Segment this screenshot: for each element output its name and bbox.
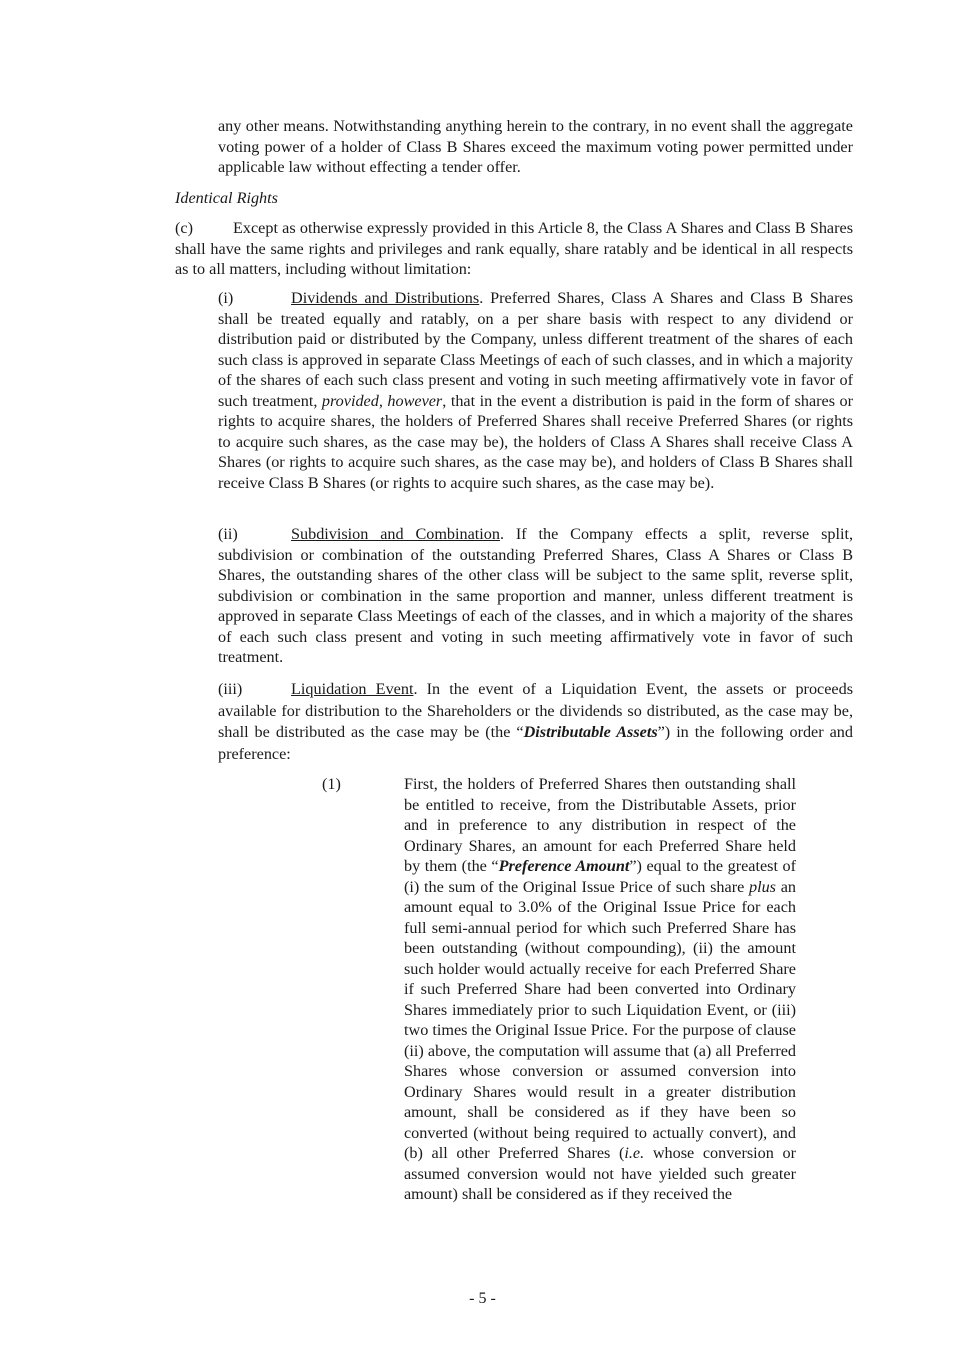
- page-number: - 5 -: [469, 1290, 496, 1307]
- clause-iii-title: Liquidation Event: [291, 680, 414, 698]
- clause-i-label: (i): [218, 289, 234, 307]
- clause-i-title: Dividends and Distributions: [291, 289, 480, 307]
- paragraph-c-text: Except as otherwise expressly provided in this Article 8, the Class A Shares and Class B Shares shall have the same rights and privileges and rank equally, share ratably and be identical in all respects as to all matters, including without limitation:: [175, 219, 853, 278]
- continuation-paragraph: any other means. Notwithstanding anything herein to the contrary, in no event shall the aggregate voting power of a holder of Class B Shares exceed the maximum voting power permitted under applicable law without effecting a tender offer.: [218, 117, 853, 176]
- subclause-1-label: (1): [322, 775, 341, 793]
- clause-ii-label: (ii): [218, 525, 238, 543]
- paragraph-c-label: (c): [175, 219, 193, 237]
- subclause-1: First, the holders of Preferred Shares then outstanding shall be entitled to receive, from the Distributable Assets, prior and in preference to any distribution in respect of the Ordinary Shares, an amount for each Preferred Share held by them (the “Preference Amount”) equal to the greatest of (i) the sum of the Original Issue Price of such share plus an amount equal to 3.0% of the Original Issue Price for each full semi-annual period for which such Preferred Share has been outstanding (without compounding), (ii) the amount such holder would actually receive for each Preferred Share if such Preferred Share had been converted into Ordinary Shares immediately prior to such Liquidation Event, or (iii) two times the Original Issue Price. For the purpose of clause (ii) above, the computation will assume that (a) all Preferred Shares whose conversion or assumed conversion into Ordinary Shares would result in a greater distribution amount, shall be considered as if they have been so converted (without being required to actually convert), and (b) all other Preferred Shares (i.e. whose conversion or assumed conversion would not have yielded such greater amount) shall be considered as if they received the: [404, 775, 797, 1203]
- clause-ii-title: Subdivision and Combination: [291, 525, 500, 543]
- clause-i: (i) Dividends and Distributions. Preferred Shares, Class A Shares and Class B Shares shall be treated equally and ratably, on a per share basis with respect to any dividend or distribution paid or distributed by the Company, unless different treatment of the shares of each such class is approved in separate Class Meetings of each of such classes, and in which a majority of the shares of each such class present and voting in such meeting affirmatively vote in favor of such treatment, provided, however, that in the event a distribution is paid in the form of shares or rights to acquire shares, the holders of Preferred Shares shall receive Preferred Shares (or rights to acquire such shares, as the case may be), the holders of Class A Shares shall receive Class A Shares (or rights to acquire such shares, as the case may be), and holders of Class B Shares shall receive Class B Shares (or rights to acquire such shares, as the case may be).: [218, 289, 854, 492]
- paragraph-c: [175, 218, 853, 280]
- clause-iii: (iii) Liquidation Event. In the event of a Liquidation Event, the assets or proceeds available for distribution to the Shareholders or the dividends so distributed, as the case may be, shall be distributed as the case may be (the “Distributable Assets”) in the following order and preference:: [218, 680, 853, 763]
- clause-ii: (ii) Subdivision and Combination. If the Company effects a split, reverse split, subdivision or combination of the outstanding Preferred Shares, Class A Shares or Class B Shares, the outstanding shares of the other class will be subject to the same split, reverse split, subdivision or combination in the same proportion and manner, unless different treatment is approved in separate Class Meetings of each of the classes, and in which a majority of the shares of each such class present and voting in such meeting affirmatively vote in favor of such treatment.: [218, 525, 854, 666]
- section-heading: Identical Rights: [175, 189, 278, 207]
- clause-iii-label: (iii): [218, 680, 243, 698]
